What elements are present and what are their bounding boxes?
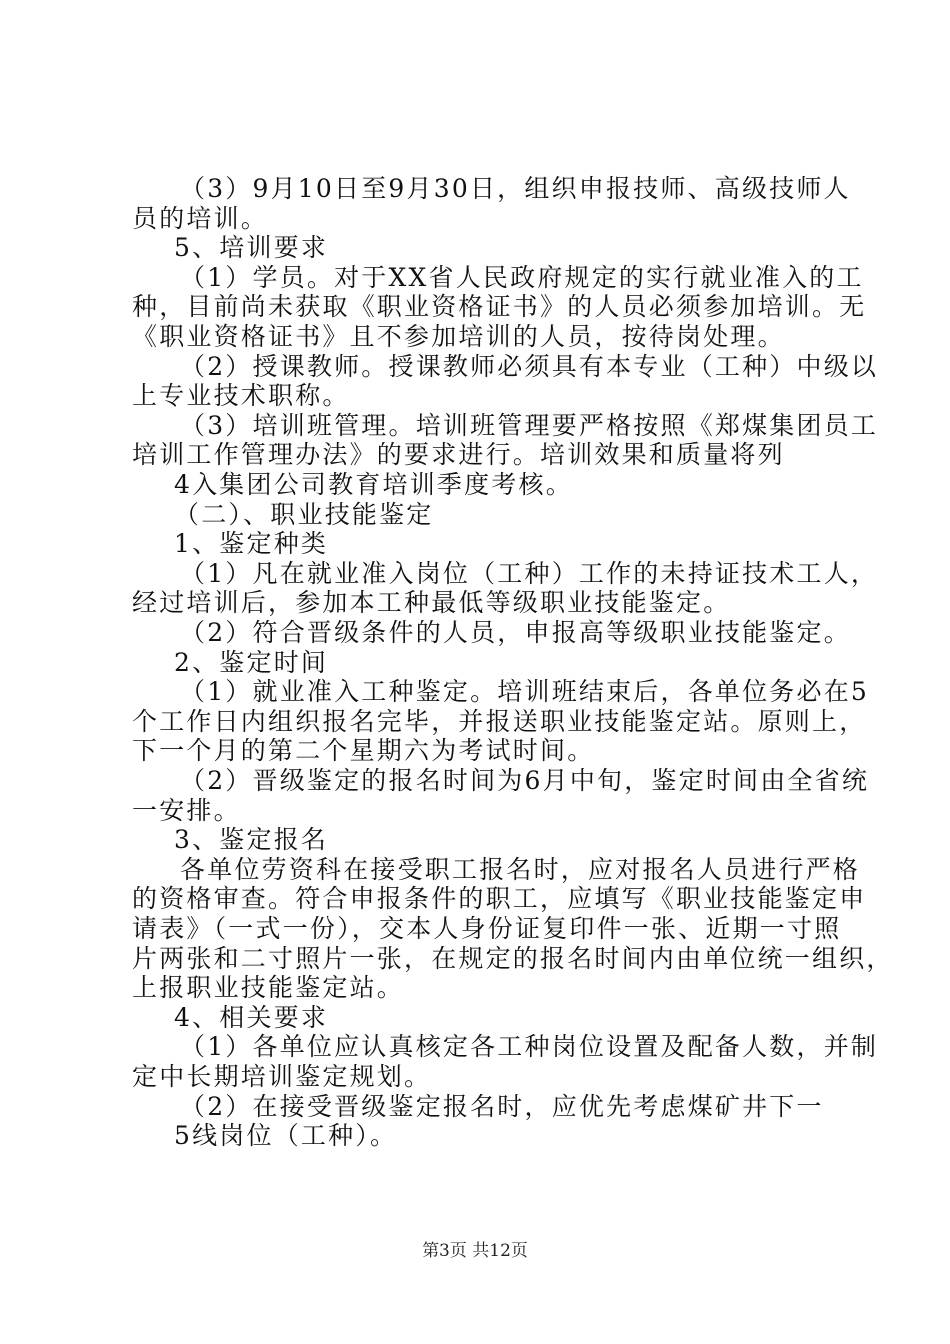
text-line-6: 《职业资格证书》且不参加培训的人员，按待岗处理。 (132, 322, 785, 351)
text-line-11: 4入集团公司教育培训季度考核。 (174, 470, 573, 499)
text-line-16: （2）符合晋级条件的人员，申报高等级职业技能鉴定。 (180, 618, 851, 647)
text-line-9: （3）培训班管理。培训班管理要严格按照《郑煤集团员工 (180, 411, 879, 440)
text-line-30: （1）各单位应认真核定各工种岗位设置及配备人数，并制 (180, 1032, 879, 1061)
text-line-7: （2）授课教师。授课教师必须具有本专业（工种）中级以 (180, 352, 879, 381)
text-line-4: （1）学员。对于XX省人民政府规定的实行就业准入的工 (180, 263, 864, 292)
text-line-14: （1）凡在就业准入岗位（工种）工作的未持证技术工人， (180, 559, 879, 588)
text-line-5: 种，目前尚未获取《职业资格证书》的人员必须参加培训。无 (132, 292, 867, 321)
text-line-12: （二）、职业技能鉴定 (174, 500, 434, 529)
text-line-24: 各单位劳资科在接受职工报名时，应对报名人员进行严格 (180, 855, 861, 884)
text-line-25: 的资格审查。符合申报条件的职工，应填写《职业技能鉴定申 (132, 884, 867, 913)
text-line-22: 一安排。 (132, 796, 241, 825)
text-line-21: （2）晋级鉴定的报名时间为6月中旬，鉴定时间由全省统 (180, 766, 870, 795)
text-line-13: 1、鉴定种类 (174, 529, 329, 558)
text-line-28: 上报职业技能鉴定站。 (132, 973, 405, 1002)
text-line-33: 5线岗位（工种）。 (174, 1121, 398, 1150)
text-line-3: 5、培训要求 (174, 233, 329, 262)
page-number-footer: 第3页 共12页 (422, 1241, 528, 1261)
text-line-19: 个工作日内组织报名完毕，并报送职业技能鉴定站。原则上， (132, 707, 867, 736)
text-line-18: （1）就业准入工种鉴定。培训班结束后，各单位务必在5 (180, 677, 870, 706)
text-line-8: 上专业技术职称。 (132, 381, 350, 410)
text-line-2: 员的培训。 (132, 204, 269, 233)
text-line-23: 3、鉴定报名 (174, 825, 329, 854)
text-line-1: （3）9月10日至9月30日，组织申报技师、高级技师人 (180, 174, 851, 203)
text-line-20: 下一个月的第二个星期六为考试时间。 (132, 736, 595, 765)
text-line-27: 片两张和二寸照片一张，在规定的报名时间内由单位统一组织， (132, 944, 894, 973)
text-line-15: 经过培训后，参加本工种最低等级职业技能鉴定。 (132, 588, 731, 617)
text-line-32: （2）在接受晋级鉴定报名时，应优先考虑煤矿井下一 (180, 1092, 824, 1121)
text-line-26: 请表》（一式一份），交本人身份证复印件一张、近期一寸照 (132, 914, 842, 943)
text-line-17: 2、鉴定时间 (174, 648, 329, 677)
text-line-31: 定中长期培训鉴定规划。 (132, 1062, 432, 1091)
text-line-10: 培训工作管理办法》的要求进行。培训效果和质量将列 (132, 440, 785, 469)
text-line-29: 4、相关要求 (174, 1003, 329, 1032)
